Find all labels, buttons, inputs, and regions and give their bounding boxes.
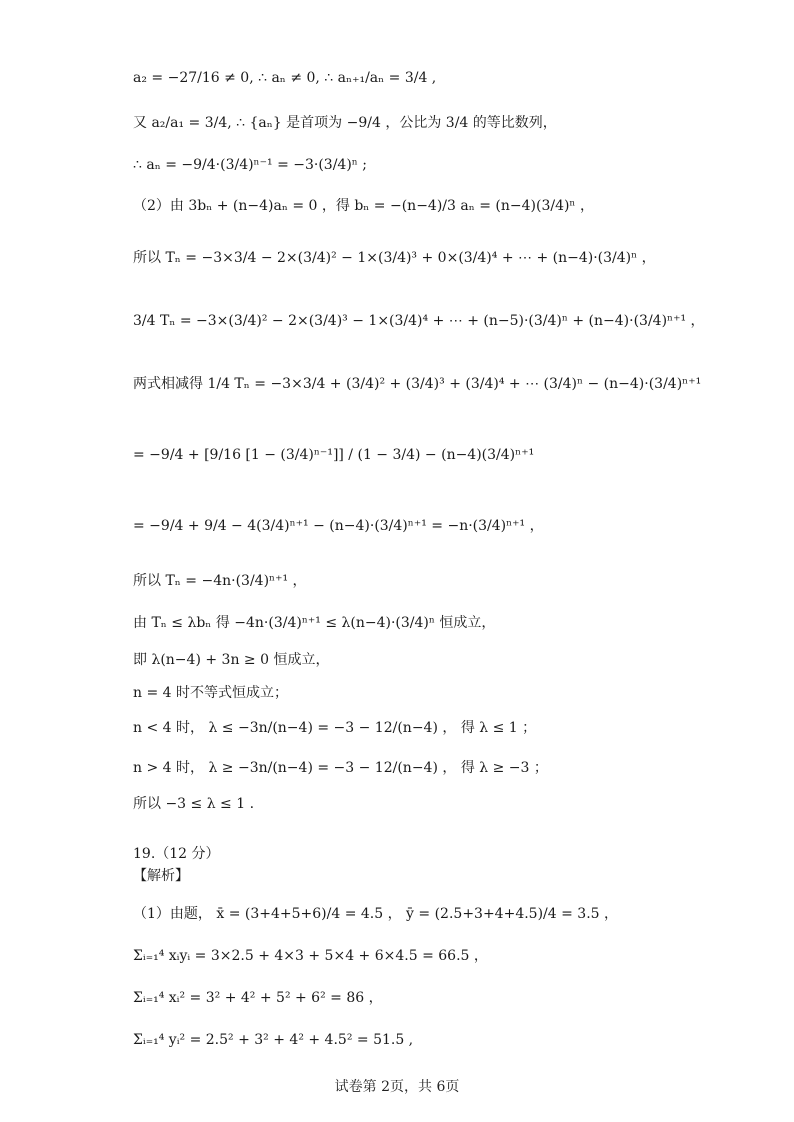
line-3-text: ∴ aₙ = −9/4·(3/4)ⁿ⁻¹ = −3·(3/4)ⁿ ; (133, 157, 368, 173)
line-2 (133, 113, 754, 133)
line-5-text: 所以 Tₙ = −3×3/4 − 2×(3/4)² − 1×(3/4)³ + 0×(3/4)⁴ + ⋯ + (n−4)·(3/4)ⁿ ， (133, 250, 656, 266)
line-4-text: （2）由 3bₙ + (n−4)aₙ = 0 ，得 bₙ = −(n−4)/3 aₙ = (n−4)(3/4)ⁿ ， (133, 198, 594, 214)
line-8-text: = −9/4 + [9/16 [1 − (3/4)ⁿ⁻¹]] / (1 − 3/4) − (n−4)(3/4)ⁿ⁺¹ (133, 447, 535, 463)
line-22 (133, 1030, 754, 1050)
line-1 (133, 68, 754, 88)
line-15 (133, 758, 754, 778)
line-22-text: Σᵢ₌₁⁴ yᵢ² = 2.5² + 3² + 4² + 4.5² = 51.5 , (133, 1032, 414, 1048)
line-10-text: 所以 Tₙ = −4n·(3/4)ⁿ⁺¹ ， (133, 573, 307, 589)
line-14-text: n < 4 时， λ ≤ −3n/(n−4) = −3 − 12/(n−4) ， 得 λ ≤ 1 ； (133, 720, 537, 736)
line-8 (133, 445, 754, 465)
line-21 (133, 988, 754, 1008)
line-7-text: 两式相减得 1/4 Tₙ = −3×3/4 + (3/4)² + (3/4)³ + (3/4)⁴ + ⋯ (3/4)ⁿ − (n−4)·(3/4)ⁿ⁺¹ (133, 376, 702, 392)
line-13-text: n = 4 时不等式恒成立； (133, 685, 289, 701)
line-20 (133, 946, 754, 966)
line-19 (133, 904, 754, 924)
line-1-text: a₂ = −27/16 ≠ 0, ∴ aₙ ≠ 0, ∴ aₙ₊₁/aₙ = 3/4 , (133, 70, 437, 86)
line-6-text: 3/4 Tₙ = −3×(3/4)² − 2×(3/4)³ − 1×(3/4)⁴ + ⋯ + (n−5)·(3/4)ⁿ + (n−4)·(3/4)ⁿ⁺¹ ， (133, 313, 705, 329)
question-number-text: 19.（12 分） (133, 846, 220, 862)
line-9-text: = −9/4 + 9/4 − 4(3/4)ⁿ⁺¹ − (n−4)·(3/4)ⁿ⁺¹ = −n·(3/4)ⁿ⁺¹ ， (133, 518, 544, 534)
line-20-text: Σᵢ₌₁⁴ xᵢyᵢ = 3×2.5 + 4×3 + 5×4 + 6×4.5 = 66.5 ， (133, 948, 488, 964)
line-3 (133, 155, 754, 175)
line-12-text: 即 λ(n−4) + 3n ≥ 0 恒成立， (133, 652, 330, 668)
line-13 (133, 683, 754, 703)
line-14 (133, 718, 754, 738)
line-9 (133, 516, 754, 536)
line-12 (133, 650, 754, 670)
line-16 (133, 794, 754, 814)
line-11-text: 由 Tₙ ≤ λbₙ 得 −4n·(3/4)ⁿ⁺¹ ≤ λ(n−4)·(3/4)ⁿ 恒成立， (133, 615, 496, 631)
solution-heading (133, 866, 754, 886)
line-6 (133, 311, 754, 331)
line-4 (133, 196, 754, 216)
line-15-text: n > 4 时， λ ≥ −3n/(n−4) = −3 − 12/(n−4) ， 得 λ ≥ −3 ； (133, 760, 548, 776)
line-21-text: Σᵢ₌₁⁴ xᵢ² = 3² + 4² + 5² + 6² = 86 ， (133, 990, 383, 1006)
line-7 (133, 374, 754, 394)
line-19-text: （1）由题， x̄ = (3+4+5+6)/4 = 4.5 ， ȳ = (2.5+3+4+4.5)/4 = 3.5 ， (133, 906, 619, 922)
solution-heading-text: 【解析】 (133, 868, 189, 884)
line-11 (133, 613, 754, 633)
page-footer: 试卷第 2页，共 6页 (334, 1079, 460, 1095)
line-16-text: 所以 −3 ≤ λ ≤ 1 . (133, 796, 255, 812)
line-2-text: 又 a₂/a₁ = 3/4, ∴ {aₙ} 是首项为 −9/4 ，公比为 3/4 的等比数列， (133, 115, 557, 131)
line-10 (133, 571, 754, 591)
question-number (133, 844, 754, 864)
line-5 (133, 248, 754, 268)
